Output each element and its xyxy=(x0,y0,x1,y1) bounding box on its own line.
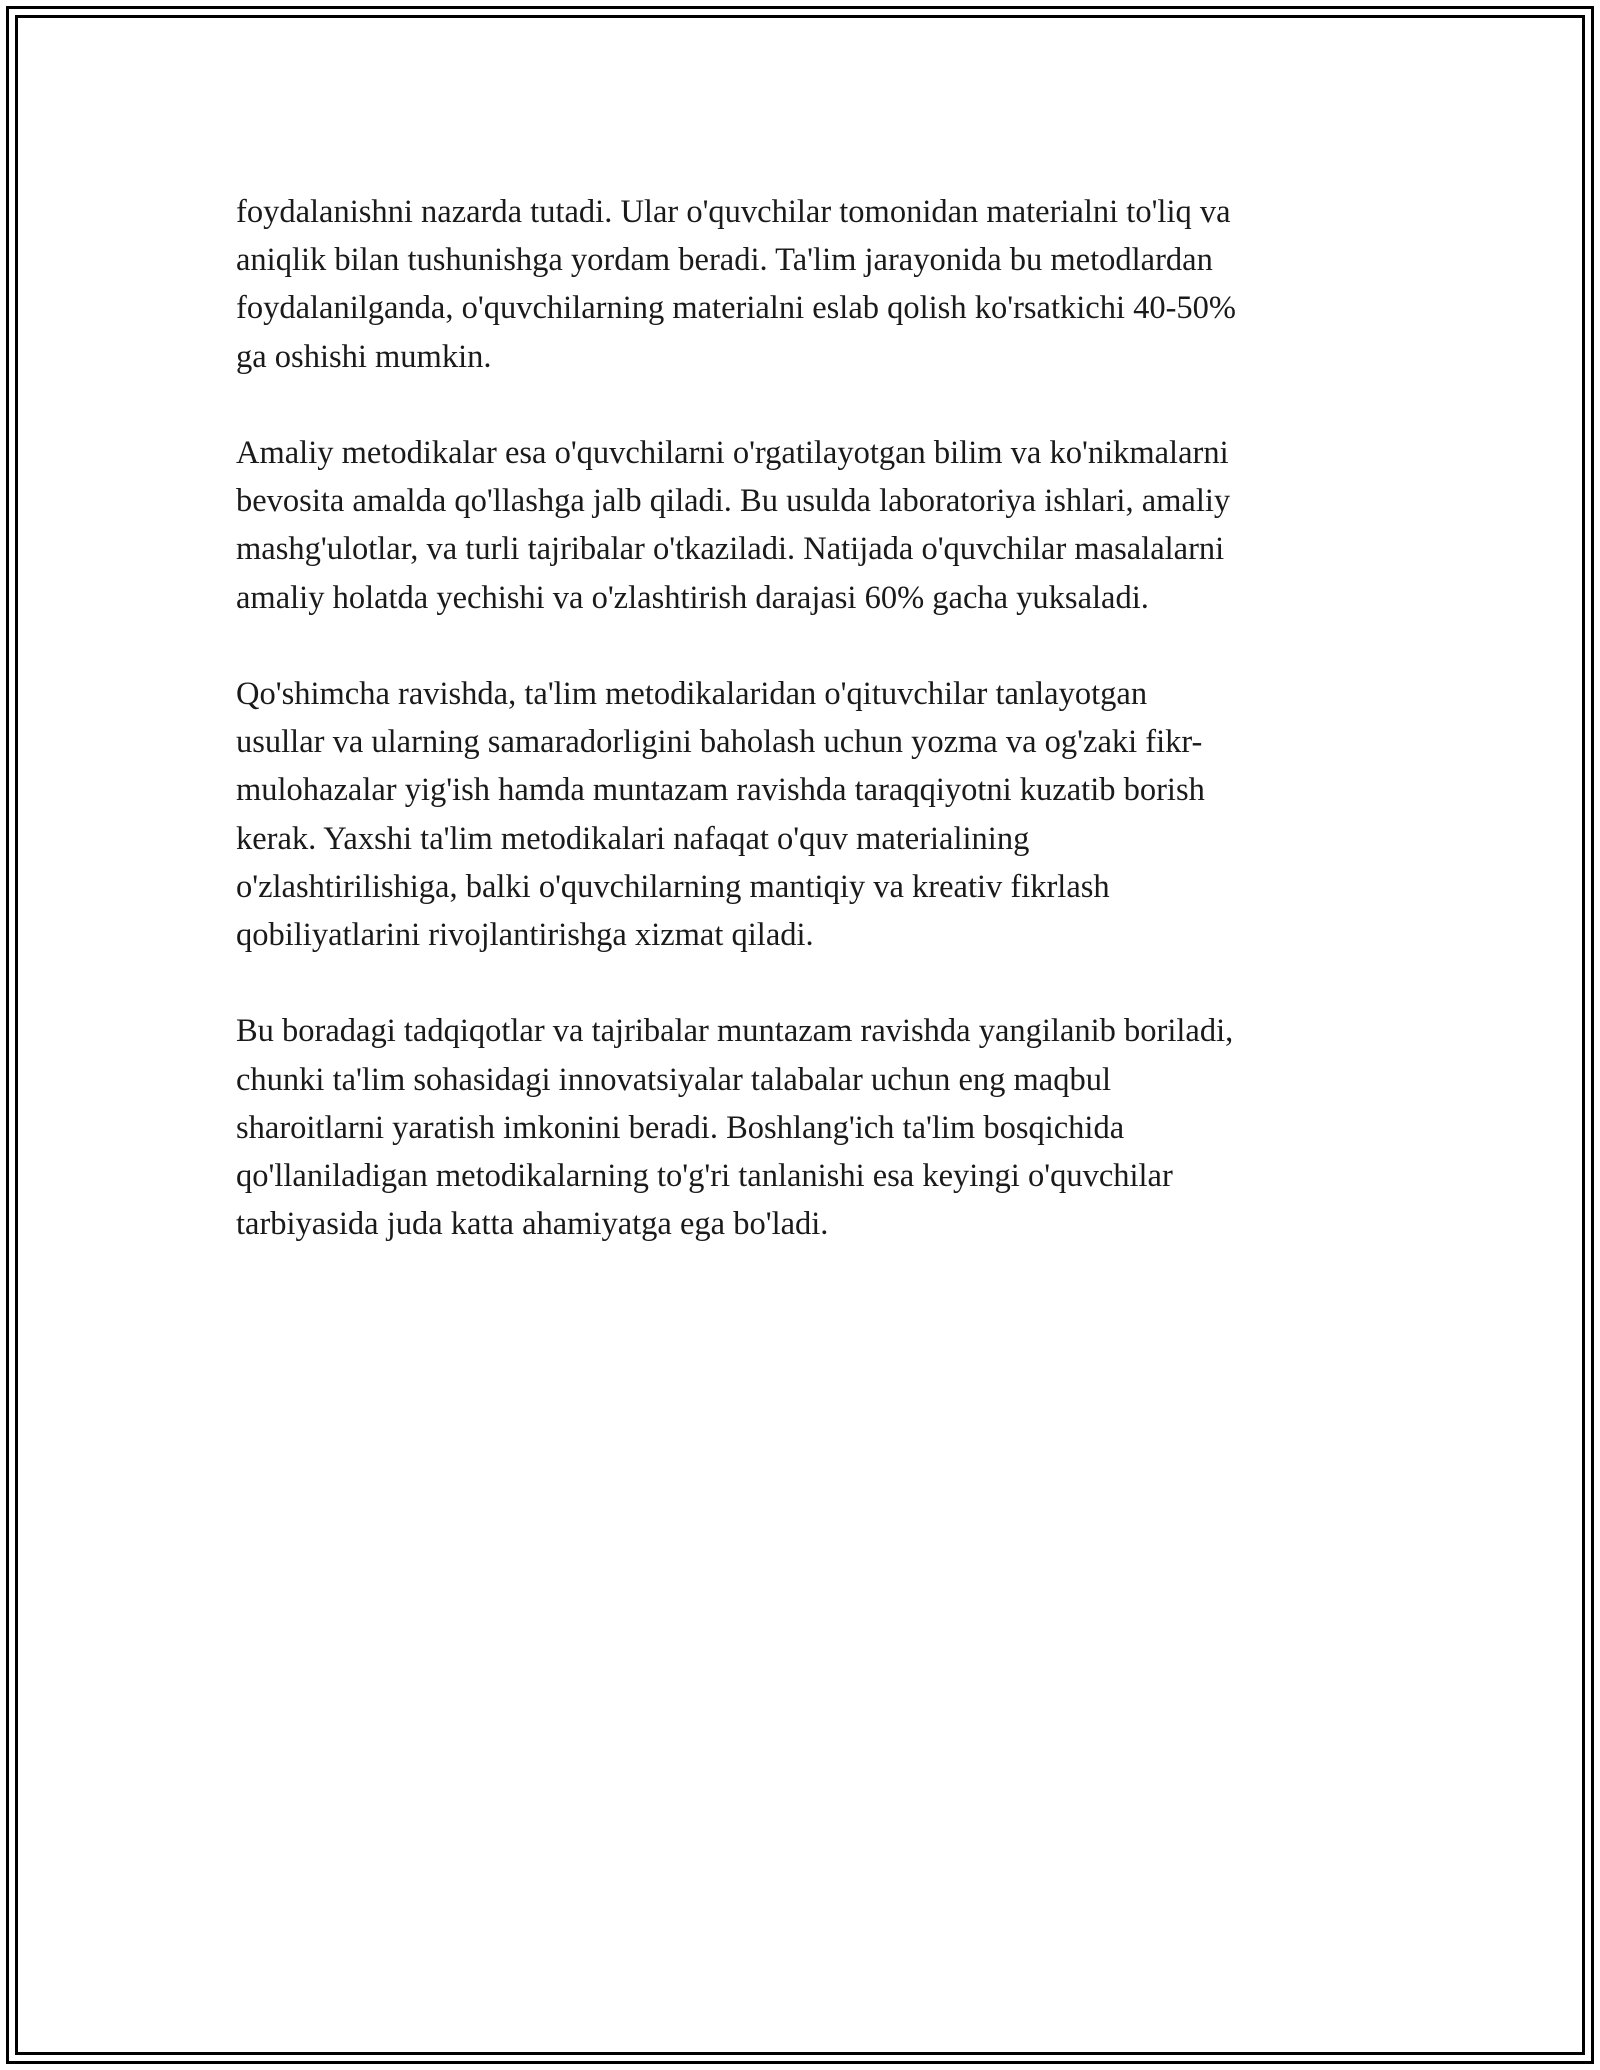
text-line: mashg'ulotlar, va turli tajribalar o'tkaziladi. Natijada o'quvchilar masalalarni xyxy=(236,531,1225,568)
text-line: ga oshishi mumkin. xyxy=(236,338,492,375)
text-line: amaliy holatda yechishi va o'zlashtirish darajasi 60% gacha yuksaladi. xyxy=(236,579,1149,616)
text-line: qo'llaniladigan metodikalarning to'g'ri tanlanishi esa keyingi o'quvchilar xyxy=(236,1158,1173,1195)
text-line: chunki ta'lim sohasidagi innovatsiyalar talabalar uchun eng maqbul xyxy=(236,1061,1111,1098)
text-line: foydalanishni nazarda tutadi. Ular o'quvchilar tomonidan materialni to'liq va xyxy=(236,194,1231,230)
paragraph-4 xyxy=(236,1007,1396,1248)
text-line: Bu boradagi tadqiqotlar va tajribalar muntazam ravishda yangilanib boriladi, xyxy=(236,1013,1234,1050)
text-line: usullar va ularning samaradorligini baholash uchun yozma va og'zaki fikr- xyxy=(236,724,1203,761)
text-line: Qo'shimcha ravishda, ta'lim metodikalaridan o'qituvchilar tanlayotgan xyxy=(236,676,1148,712)
text-line: qobiliyatlarini rivojlantirishga xizmat qiladi. xyxy=(236,917,814,954)
text-line: Amaliy metodikalar esa o'quvchilarni o'rgatilayotgan bilim va ko'nikmalarni xyxy=(236,435,1229,471)
text-line: kerak. Yaxshi ta'lim metodikalari nafaqat o'quv materialining xyxy=(236,820,1030,857)
text-line: sharoitlarni yaratish imkonini beradi. Boshlang'ich ta'lim bosqichida xyxy=(236,1109,1125,1146)
text-line: tarbiyasida juda katta ahamiyatga ega bo'ladi. xyxy=(236,1206,829,1243)
text-line: o'zlashtirilishiga, balki o'quvchilarning mantiqiy va kreativ fikrlash xyxy=(236,868,1110,905)
paragraph-3 xyxy=(236,670,1396,959)
text-line: foydalanilganda, o'quvchilarning materialni eslab qolish ko'rsatkichi 40-50% xyxy=(236,290,1236,327)
text-line: bevosita amalda qo'llashga jalb qiladi. Bu usulda laboratoriya ishlari, amaliy xyxy=(236,483,1231,520)
paragraph-1 xyxy=(236,188,1396,381)
document-body xyxy=(236,188,1396,1297)
text-line: mulohazalar yig'ish hamda muntazam ravishda taraqqiyotni kuzatib borish xyxy=(236,772,1205,809)
text-line: aniqlik bilan tushunishga yordam beradi. Ta'lim jarayonida bu metodlardan xyxy=(236,242,1213,279)
paragraph-2 xyxy=(236,429,1396,622)
